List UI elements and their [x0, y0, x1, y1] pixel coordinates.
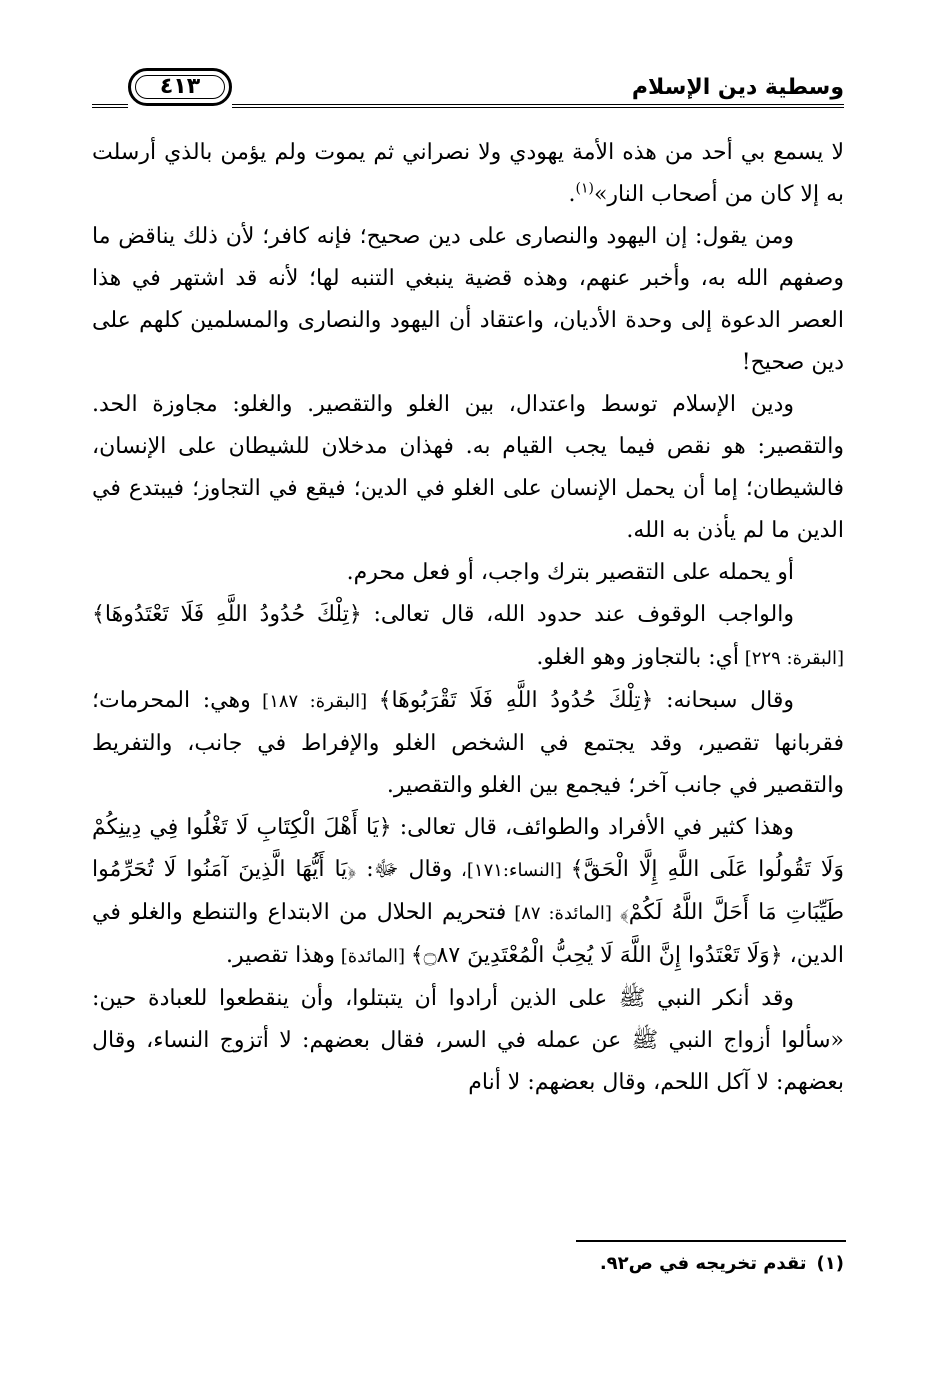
- page-header: [92, 66, 844, 114]
- paragraph-1-end: .: [568, 182, 576, 207]
- verse-reference: [المائدة: ٨٧]: [506, 903, 620, 924]
- paragraph-7-text-a: وهذا كثير في الأفراد والطوائف، قال تعالى:: [391, 815, 794, 840]
- paragraph-5: [92, 594, 844, 680]
- paragraph-7: [92, 807, 844, 978]
- paragraph-7-text-c: فتحريم الحلال من الابتداع والتنطع والغلو في الدين،: [92, 900, 844, 968]
- quran-verse: ﴿يَا أَيُّهَا الَّذِينَ آمَنُوا لَا تُحَرِّمُوا طَيِّبَاتِ مَا أَحَلَّ اللَّهُ لَكُمْ﴾: [92, 857, 845, 925]
- quran-verse: ﴿يَا أَهْلَ الْكِتَابِ لَا تَغْلُوا فِي دِينِكُمْ وَلَا تَقُولُوا عَلَى اللَّهِ إِلَّا الْحَقَّ﴾: [92, 815, 845, 882]
- paragraph-1-text: لا يسمع بي أحد من هذه الأمة يهودي ولا نصراني ثم يموت ولم يؤمن بالذي أرسلت به إلا كان من أصحاب النار»: [92, 140, 844, 207]
- paragraph-3: ودين الإسلام توسط واعتدال، بين الغلو والتقصير. والغلو: مجاوزة الحد. والتقصير: هو نقص فيما يجب القيام به. فهذان مدخلان للشيطان على الإنسان، فالشيطان؛ إما أن يحمل الإنسان على الغلو في الدين؛ فيقع في التجاوز؛ فيبتدع في الدين ما لم يأذن به الله.: [92, 392, 844, 543]
- paragraph-6: [92, 680, 844, 807]
- header-rule-right: [232, 104, 844, 108]
- paragraph-6-text-b: وهي: المحرمات؛ فقربانها تقصير، وقد يجتمع في الشخص الغلو والإفراط في جانب، والتفريط والتقصير في جانب آخر؛ فيجمع بين الغلو والتقصير.: [92, 688, 844, 798]
- quran-verse: ﴿تِلْكَ حُدُودُ اللَّهِ فَلَا تَقْرَبُوهَا﴾: [378, 688, 654, 713]
- quran-verse: ﴿وَلَا تَعْتَدُوا إِنَّ اللَّهَ لَا يُحِبُّ الْمُعْتَدِينَ ۝٨٧﴾: [410, 943, 783, 968]
- running-title: وسطية دين الإسلام: [631, 75, 844, 100]
- paragraph-2: ومن يقول: إن اليهود والنصارى على دين صحيح؛ فإنه كافر؛ لأن ذلك يناقض ما وصفهم الله به، وأخبر عنهم، وهذه قضية ينبغي التنبه لها؛ لأنه قد اشتهر في هذا العصر الدعوة إلى وحدة الأديان، واعتقاد أن اليهود والنصارى والمسلمين كلهم على دين صحيح!: [92, 224, 844, 375]
- quran-verse: ﴿تِلْكَ حُدُودُ اللَّهِ فَلَا تَعْتَدُوهَا﴾: [92, 602, 362, 627]
- footnote-number: (١): [816, 1253, 844, 1274]
- paragraph-7-text-b: وقال ﷻ:: [356, 857, 453, 882]
- paragraph-8: وقد أنكر النبي ﷺ على الذين أرادوا أن يتبتلوا، وأن ينقطعوا للعبادة حين: «سألوا أزواج النبي ﷺ عن عمله في السر، فقال بعضهم: لا أتزوج النساء، وقال بعضهم: لا آكل اللحم، وقال بعضهم: لا أنام: [92, 986, 844, 1095]
- paragraph-4: أو يحمله على التقصير بترك واجب، أو فعل محرم.: [346, 560, 794, 585]
- verse-reference: [البقرة: ٢٢٩]: [739, 648, 844, 669]
- paragraph-1: [92, 132, 844, 216]
- verse-reference: [النساء:١٧١]،: [452, 860, 571, 881]
- page-number-frame: [128, 68, 232, 106]
- paragraph-5-text-a: والواجب الوقوف عند حدود الله، قال تعالى:: [361, 602, 794, 627]
- page-number: ٤١٣: [159, 74, 201, 99]
- header-rule-left: [92, 104, 128, 108]
- footnote-ref: (١): [575, 180, 594, 197]
- main-text: [92, 132, 844, 1104]
- footnote-separator: [576, 1240, 846, 1242]
- paragraph-6-text-a: وقال سبحانه:: [653, 688, 794, 713]
- footnote-text: تقدم تخريجه في ص٩٢.: [599, 1253, 807, 1274]
- verse-reference: [البقرة: ١٨٧]: [250, 691, 379, 712]
- paragraph-7-text-d: وهذا تقصير.: [225, 943, 335, 968]
- verse-reference: [المائدة]: [334, 946, 411, 967]
- paragraph-5-text-b: أي: بالتجاوز وهو الغلو.: [536, 645, 740, 670]
- footnote: [600, 1250, 844, 1278]
